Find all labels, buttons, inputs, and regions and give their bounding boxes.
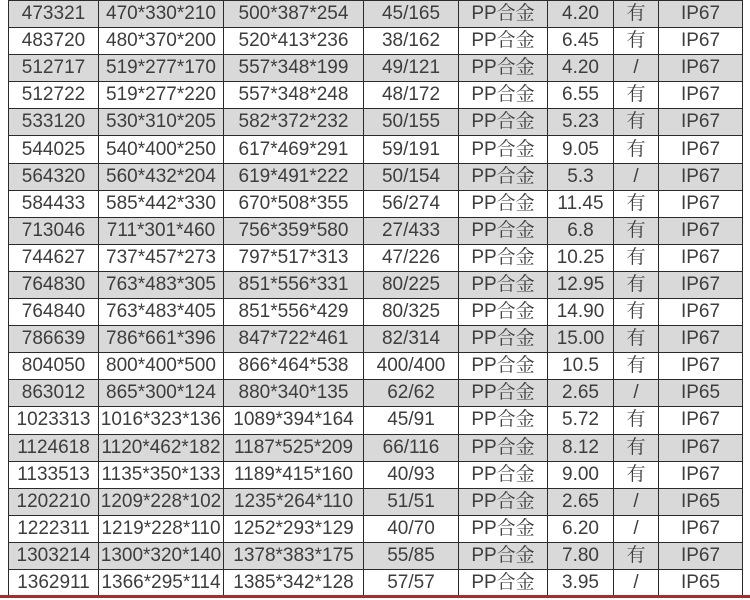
cell-ip-rating: IP67 [659,461,743,488]
cell-ratio: 66/116 [364,434,459,461]
cell-wheels: 有 [614,271,659,298]
cell-outer-size: 617*469*291 [224,136,364,163]
cell-outer-size: 557*348*248 [224,82,364,109]
cell-outer-size: 851*556*331 [224,271,364,298]
cell-weight: 12.95 [548,271,614,298]
cell-ratio: 59/191 [364,136,459,163]
cell-ip-rating: IP67 [659,407,743,434]
cell-ratio: 56/274 [364,190,459,217]
cell-wheels: / [614,488,659,515]
cell-model: 512717 [9,55,99,82]
cell-ip-rating: IP67 [659,542,743,569]
cell-wheels: 有 [614,434,659,461]
cell-outer-size: 880*340*135 [224,380,364,407]
cell-ip-rating: IP67 [659,1,743,28]
table-row [9,55,743,82]
cell-inner-size: 1135*350*133 [99,461,224,488]
cell-material: PP合金 [459,190,548,217]
table-row [9,190,743,217]
table-row [9,136,743,163]
cell-model: 1124618 [9,434,99,461]
table-row [9,353,743,380]
cell-wheels: / [614,515,659,542]
cell-model: 473321 [9,1,99,28]
cell-weight: 14.90 [548,299,614,326]
cell-ratio: 49/121 [364,55,459,82]
table-row [9,163,743,190]
cell-ip-rating: IP67 [659,244,743,271]
cell-ratio: 47/226 [364,244,459,271]
cell-model: 764840 [9,299,99,326]
cell-model: 1023313 [9,407,99,434]
cell-weight: 6.55 [548,82,614,109]
cell-wheels: 有 [614,407,659,434]
cell-ip-rating: IP65 [659,380,743,407]
table-row [9,515,743,542]
cell-model: 512722 [9,82,99,109]
cell-outer-size: 670*508*355 [224,190,364,217]
cell-inner-size: 1300*320*140 [99,542,224,569]
cell-material: PP合金 [459,515,548,542]
cell-wheels: 有 [614,217,659,244]
cell-material: PP合金 [459,461,548,488]
cell-ratio: 57/57 [364,569,459,596]
cell-outer-size: 1385*342*128 [224,569,364,596]
cell-model: 713046 [9,217,99,244]
table-row [9,82,743,109]
cell-model: 786639 [9,326,99,353]
cell-wheels: 有 [614,299,659,326]
cell-material: PP合金 [459,380,548,407]
cell-inner-size: 786*661*396 [99,326,224,353]
cell-ip-rating: IP67 [659,271,743,298]
cell-inner-size: 1219*228*110 [99,515,224,542]
table-row [9,434,743,461]
cell-model: 1202210 [9,488,99,515]
cell-weight: 5.3 [548,163,614,190]
cell-wheels: 有 [614,326,659,353]
table-row [9,326,743,353]
table-row [9,299,743,326]
cell-material: PP合金 [459,244,548,271]
cell-outer-size: 520*413*236 [224,28,364,55]
cell-wheels: 有 [614,353,659,380]
cell-model: 1133513 [9,461,99,488]
cell-outer-size: 756*359*580 [224,217,364,244]
cell-weight: 11.45 [548,190,614,217]
cell-material: PP合金 [459,434,548,461]
cell-model: 584433 [9,190,99,217]
cell-wheels: / [614,380,659,407]
cell-material: PP合金 [459,163,548,190]
cell-wheels: 有 [614,461,659,488]
cell-outer-size: 582*372*232 [224,109,364,136]
cell-outer-size: 500*387*254 [224,1,364,28]
cell-ratio: 55/85 [364,542,459,569]
cell-material: PP合金 [459,299,548,326]
cell-ratio: 38/162 [364,28,459,55]
cell-outer-size: 1187*525*209 [224,434,364,461]
table-row [9,488,743,515]
cell-outer-size: 797*517*313 [224,244,364,271]
cell-material: PP合金 [459,217,548,244]
cell-weight: 6.8 [548,217,614,244]
cell-ip-rating: IP67 [659,163,743,190]
cell-ratio: 80/225 [364,271,459,298]
cell-outer-size: 557*348*199 [224,55,364,82]
cell-outer-size: 866*464*538 [224,353,364,380]
cell-weight: 4.20 [548,1,614,28]
cell-inner-size: 763*483*305 [99,271,224,298]
cell-weight: 9.00 [548,461,614,488]
cell-material: PP合金 [459,28,548,55]
cell-ratio: 45/165 [364,1,459,28]
cell-weight: 7.80 [548,542,614,569]
cell-ip-rating: IP65 [659,569,743,596]
cell-material: PP合金 [459,82,548,109]
cell-outer-size: 1252*293*129 [224,515,364,542]
cell-ratio: 400/400 [364,353,459,380]
bottom-red-rule [0,595,750,598]
spec-table-container [8,0,742,597]
cell-material: PP合金 [459,542,548,569]
cell-model: 1303214 [9,542,99,569]
cell-wheels: 有 [614,109,659,136]
cell-wheels: 有 [614,190,659,217]
cell-material: PP合金 [459,488,548,515]
cell-ip-rating: IP67 [659,353,743,380]
cell-model: 764830 [9,271,99,298]
cell-model: 1362911 [9,569,99,596]
cell-weight: 15.00 [548,326,614,353]
cell-model: 544025 [9,136,99,163]
table-row [9,407,743,434]
cell-ratio: 45/91 [364,407,459,434]
cell-model: 863012 [9,380,99,407]
cell-inner-size: 560*432*204 [99,163,224,190]
cell-wheels: / [614,55,659,82]
cell-weight: 5.23 [548,109,614,136]
cell-inner-size: 519*277*220 [99,82,224,109]
cell-material: PP合金 [459,353,548,380]
cell-material: PP合金 [459,326,548,353]
cell-outer-size: 1235*264*110 [224,488,364,515]
cell-wheels: 有 [614,542,659,569]
spec-table-body [9,1,743,597]
cell-weight: 2.65 [548,380,614,407]
cell-outer-size: 1089*394*164 [224,407,364,434]
table-row [9,28,743,55]
cell-wheels: 有 [614,136,659,163]
cell-inner-size: 800*400*500 [99,353,224,380]
cell-ratio: 40/70 [364,515,459,542]
cell-wheels: 有 [614,1,659,28]
cell-model: 533120 [9,109,99,136]
cell-ip-rating: IP65 [659,488,743,515]
cell-inner-size: 737*457*273 [99,244,224,271]
cell-ratio: 62/62 [364,380,459,407]
table-row [9,244,743,271]
cell-ratio: 51/51 [364,488,459,515]
table-row [9,569,743,596]
cell-model: 744627 [9,244,99,271]
cell-ip-rating: IP67 [659,434,743,461]
cell-ratio: 27/433 [364,217,459,244]
cell-inner-size: 470*330*210 [99,1,224,28]
cell-inner-size: 540*400*250 [99,136,224,163]
table-row [9,380,743,407]
cell-ip-rating: IP67 [659,217,743,244]
table-row [9,109,743,136]
cell-outer-size: 847*722*461 [224,326,364,353]
cell-ip-rating: IP67 [659,82,743,109]
cell-weight: 5.72 [548,407,614,434]
cell-ratio: 48/172 [364,82,459,109]
table-row [9,271,743,298]
cell-material: PP合金 [459,1,548,28]
cell-outer-size: 851*556*429 [224,299,364,326]
cell-weight: 4.20 [548,55,614,82]
cell-ratio: 82/314 [364,326,459,353]
cell-wheels: 有 [614,244,659,271]
cell-inner-size: 865*300*124 [99,380,224,407]
cell-inner-size: 519*277*170 [99,55,224,82]
spec-table [8,0,743,597]
cell-ratio: 50/154 [364,163,459,190]
cell-model: 1222311 [9,515,99,542]
cell-ratio: 40/93 [364,461,459,488]
cell-ip-rating: IP67 [659,299,743,326]
table-row [9,217,743,244]
cell-wheels: 有 [614,82,659,109]
cell-model: 804050 [9,353,99,380]
cell-ip-rating: IP67 [659,515,743,542]
cell-ip-rating: IP67 [659,109,743,136]
cell-material: PP合金 [459,271,548,298]
cell-inner-size: 480*370*200 [99,28,224,55]
cell-inner-size: 711*301*460 [99,217,224,244]
cell-inner-size: 763*483*405 [99,299,224,326]
cell-weight: 8.12 [548,434,614,461]
cell-inner-size: 585*442*330 [99,190,224,217]
cell-weight: 3.95 [548,569,614,596]
cell-ratio: 50/155 [364,109,459,136]
cell-weight: 6.45 [548,28,614,55]
cell-material: PP合金 [459,136,548,163]
cell-outer-size: 1189*415*160 [224,461,364,488]
cell-outer-size: 619*491*222 [224,163,364,190]
cell-ip-rating: IP67 [659,136,743,163]
cell-ratio: 80/325 [364,299,459,326]
cell-weight: 9.05 [548,136,614,163]
cell-material: PP合金 [459,55,548,82]
cell-ip-rating: IP67 [659,326,743,353]
cell-material: PP合金 [459,407,548,434]
cell-inner-size: 530*310*205 [99,109,224,136]
cell-wheels: / [614,163,659,190]
cell-outer-size: 1378*383*175 [224,542,364,569]
cell-material: PP合金 [459,109,548,136]
cell-inner-size: 1209*228*102 [99,488,224,515]
cell-ip-rating: IP67 [659,55,743,82]
cell-wheels: / [614,569,659,596]
cell-inner-size: 1120*462*182 [99,434,224,461]
cell-weight: 2.65 [548,488,614,515]
cell-inner-size: 1016*323*136 [99,407,224,434]
table-row [9,1,743,28]
cell-ip-rating: IP67 [659,190,743,217]
cell-inner-size: 1366*295*114 [99,569,224,596]
cell-wheels: 有 [614,28,659,55]
cell-model: 483720 [9,28,99,55]
cell-ip-rating: IP67 [659,28,743,55]
table-row [9,542,743,569]
cell-model: 564320 [9,163,99,190]
cell-material: PP合金 [459,569,548,596]
table-row [9,461,743,488]
cell-weight: 10.25 [548,244,614,271]
cell-weight: 6.20 [548,515,614,542]
cell-weight: 10.5 [548,353,614,380]
